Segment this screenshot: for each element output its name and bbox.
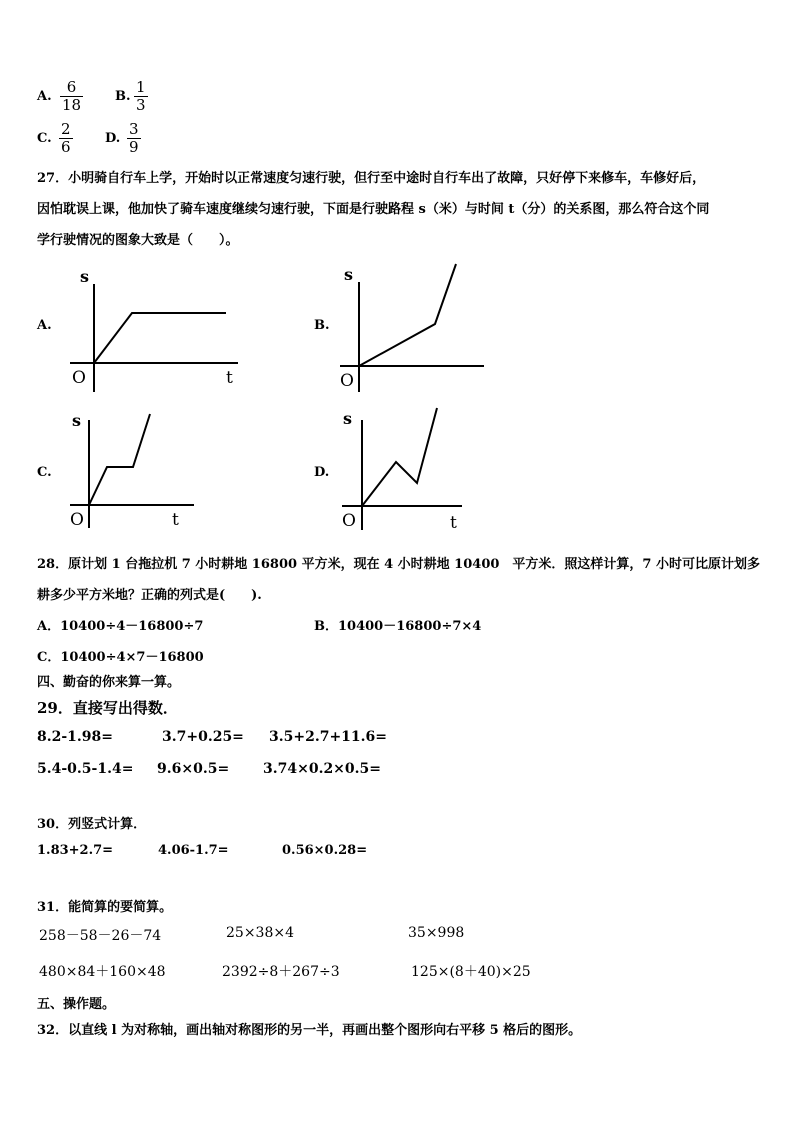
origin-label: O bbox=[70, 510, 84, 530]
q28-text-line2: 耕多少平方米地？正确的列式是( ). bbox=[37, 588, 262, 603]
numerator: 1 bbox=[136, 78, 146, 96]
s-label: s bbox=[80, 267, 90, 286]
option-c-letter: C. bbox=[37, 131, 52, 146]
graph-b bbox=[330, 262, 490, 392]
q31-item: 480×84＋160×48 bbox=[39, 964, 166, 980]
denominator: 18 bbox=[62, 96, 82, 114]
q27-text-line3: 学行驶情况的图象大致是（ ）。 bbox=[37, 233, 239, 248]
q30-item: 0.56×0.28= bbox=[282, 843, 368, 858]
graph-line bbox=[362, 408, 437, 506]
graph-d-letter: D. bbox=[314, 465, 330, 480]
q27-text-line1: 27．小明骑自行车上学，开始时以正常速度匀速行驶，但行至中途时自行车出了故障，只好停下来修车，车修好后， bbox=[37, 171, 706, 186]
q31-item: 35×998 bbox=[408, 925, 465, 941]
q31-item: 258－58－26－74 bbox=[39, 928, 162, 944]
q27-text-line2: 因怕耽误上课，他加快了骑车速度继续匀速行驶，下面是行驶路程 s（米）与时间 t（分）的关系图，那么符合这个同 bbox=[37, 202, 710, 217]
numerator: 3 bbox=[129, 120, 139, 138]
option-a-letter: A. bbox=[37, 89, 52, 104]
q30-item: 4.06-1.7= bbox=[158, 843, 229, 858]
option-d-letter: D. bbox=[105, 131, 121, 146]
denominator: 3 bbox=[136, 96, 146, 114]
section-4-heading: 四、勤奋的你来算一算。 bbox=[37, 675, 181, 690]
numerator: 2 bbox=[61, 120, 71, 138]
option-b-letter: B. bbox=[115, 89, 131, 104]
origin-label: O bbox=[340, 371, 354, 391]
t-label: t bbox=[450, 513, 457, 532]
q28-option-c: C．10400÷4×7－16800 bbox=[37, 650, 204, 665]
graph-line bbox=[94, 313, 226, 363]
option-d-fraction bbox=[127, 121, 141, 156]
s-label: s bbox=[343, 409, 353, 428]
t-label: t bbox=[226, 368, 233, 388]
q29-item: 9.6×0.5= bbox=[157, 761, 230, 777]
q31-item: 25×38×4 bbox=[226, 925, 294, 941]
q28-option-b: B．10400－16800÷7×4 bbox=[314, 619, 482, 634]
s-label: s bbox=[72, 411, 82, 430]
origin-label: O bbox=[342, 511, 356, 531]
option-c-fraction bbox=[59, 121, 73, 156]
q31-item: 2392÷8＋267÷3 bbox=[222, 964, 340, 980]
q29-item: 8.2-1.98= bbox=[37, 729, 113, 745]
q31-item: 125×(8＋40)×25 bbox=[411, 964, 531, 980]
q30-item: 1.83+2.7= bbox=[37, 843, 114, 858]
t-label: t bbox=[172, 510, 179, 530]
origin-label: O bbox=[72, 368, 86, 388]
numerator: 6 bbox=[66, 78, 77, 96]
denominator: 9 bbox=[129, 138, 139, 156]
option-a-fraction bbox=[60, 79, 83, 114]
section-5-heading: 五、操作题。 bbox=[37, 997, 116, 1012]
graph-d bbox=[330, 400, 470, 532]
graph-a-letter: A. bbox=[37, 318, 52, 333]
graph-b-letter: B. bbox=[314, 318, 330, 333]
q31-title: 31．能简算的要简算。 bbox=[37, 900, 173, 915]
q32-text: 32．以直线 l 为对称轴，画出轴对称图形的另一半，再画出整个图形向右平移 5 格后的图形。 bbox=[37, 1023, 582, 1038]
graph-line bbox=[89, 414, 150, 505]
graph-line bbox=[359, 264, 456, 366]
q29-item: 3.7+0.25= bbox=[162, 729, 244, 745]
q29-title: 29．直接写出得数． bbox=[37, 699, 178, 717]
q28-option-a: A．10400÷4－16800÷7 bbox=[37, 619, 204, 634]
s-label: s bbox=[344, 265, 354, 284]
q29-item: 5.4-0.5-1.4= bbox=[37, 761, 134, 777]
graph-c bbox=[60, 408, 200, 530]
q29-item: 3.5+2.7+11.6= bbox=[269, 729, 388, 745]
q30-title: 30．列竖式计算． bbox=[37, 817, 147, 832]
graph-c-letter: C. bbox=[37, 465, 52, 480]
option-b-fraction bbox=[134, 79, 148, 114]
q29-item: 3.74×0.2×0.5= bbox=[263, 761, 382, 777]
graph-a bbox=[60, 262, 250, 392]
q28-text-line1: 28．原计划 1 台拖拉机 7 小时耕地 16800 平方米，现在 4 小时耕地 10400 平方米．照这样计算，7 小时可比原计划多 bbox=[37, 557, 760, 572]
denominator: 6 bbox=[61, 138, 71, 156]
